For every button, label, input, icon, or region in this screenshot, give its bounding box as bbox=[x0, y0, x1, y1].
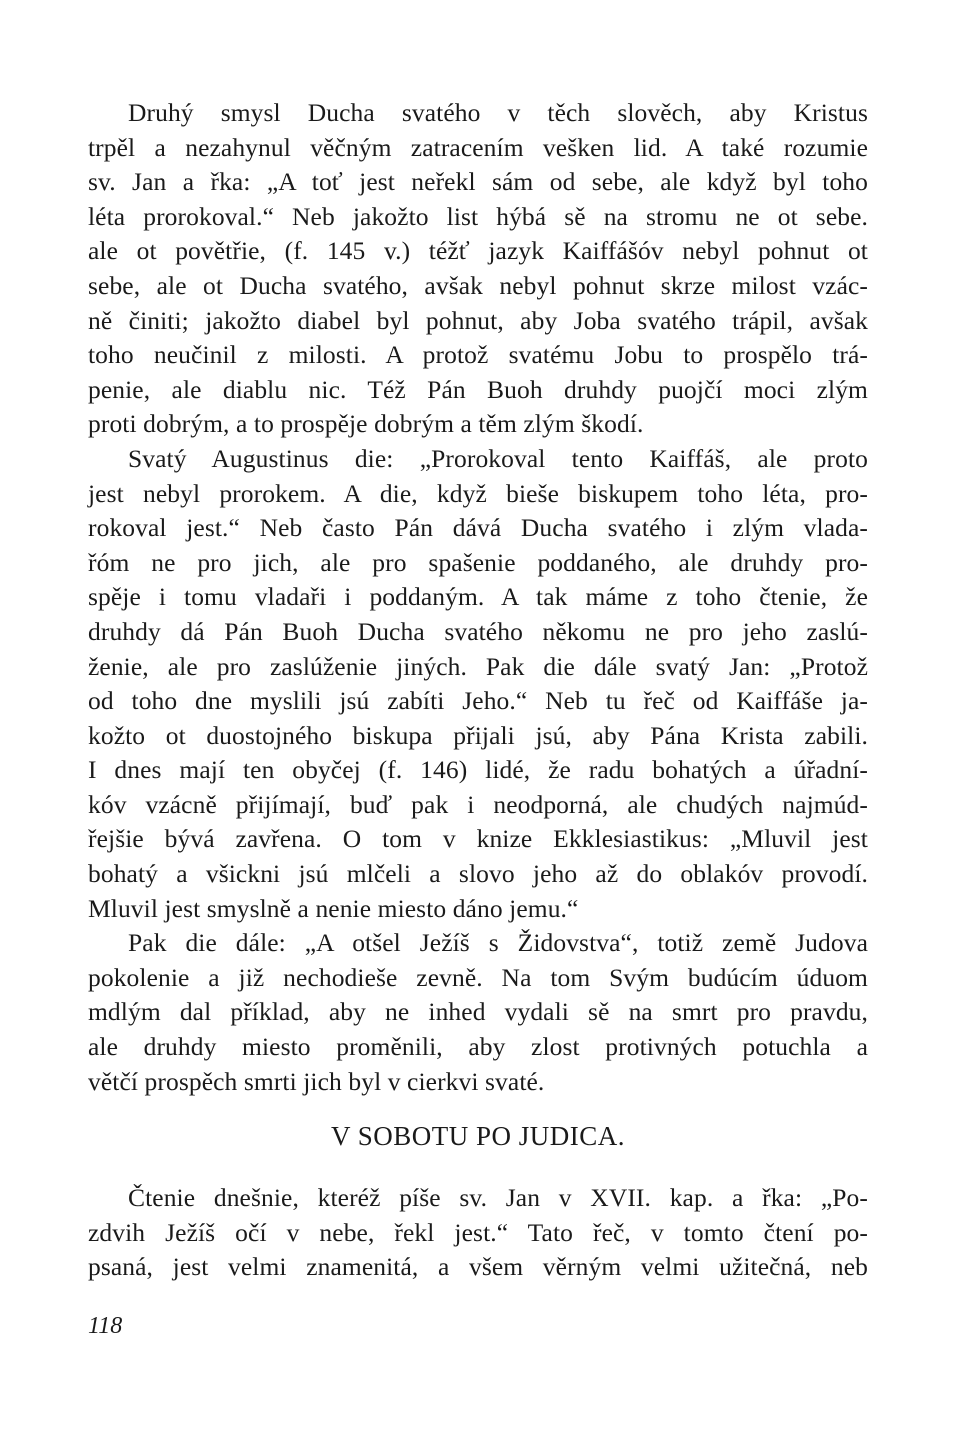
text-line: ale ot povětřie, (f. 145 v.) téžť jazyk Kaiffášóv nebyl pohnut ot bbox=[88, 236, 868, 266]
text-line: řejšie bývá zavřena. O tom v knize Ekklesiastikus: „Mluvil jest bbox=[88, 824, 868, 854]
text-line: ale druhdy miesto proměnili, aby zlost protivných potuchla a bbox=[88, 1032, 868, 1062]
text-line: psaná, jest velmi znamenitá, a všem věrným velmi užitečná, neb bbox=[88, 1252, 868, 1282]
main-text bbox=[88, 96, 868, 1099]
section-heading: V SOBOTU PO JUDICA. bbox=[330, 1121, 626, 1151]
text-line: větčí prospěch smrti jich byl v cierkvi svaté. bbox=[88, 1066, 545, 1096]
text-line: Mluvil jest smyslně a nenie miesto dáno jemu.“ bbox=[88, 893, 579, 923]
text-line: bohatý a všickni jsú mlčeli a slovo jeho až do oblakóv provodí. bbox=[88, 859, 868, 889]
text-line: Druhý smysl Ducha svatého v těch slověch, aby Kristus bbox=[128, 98, 868, 127]
text-line: ženie, ale pro zaslúženie jiných. Pak die dále svatý Jan: „Protož bbox=[88, 651, 868, 681]
text-line: penie, ale diablu nic. Též Pán Buoh druhdy puojčí moci zlým bbox=[88, 374, 868, 404]
section-2-text bbox=[88, 1181, 868, 1285]
text-line: Pak die dále: „A otšel Ježíš s Židovstva“, totiž země Judova bbox=[128, 928, 868, 958]
text-line: řóm ne pro jich, ale pro spašenie poddaného, ale druhdy pro- bbox=[88, 547, 868, 577]
text-line: I dnes mají ten obyčej (f. 146) lidé, že radu bohatých a úřadní- bbox=[88, 755, 868, 785]
text-line: léta prorokoval.“ Neb jakožto list hýbá sě na stromu ne ot sebe. bbox=[88, 201, 868, 231]
text-line: trpěl a nezahynul věčným zatracením vešken lid. A také rozumie bbox=[88, 132, 868, 162]
paragraph-3 bbox=[88, 926, 868, 1099]
paragraph-2 bbox=[88, 442, 868, 926]
text-line: kožto ot duostojného biskupa přijali jsú, aby Pána Krista zabili. bbox=[88, 720, 868, 750]
text-line: proti dobrým, a to prospěje dobrým a těm zlým škodí. bbox=[88, 409, 644, 439]
text-line: sv. Jan a řka: „A toť jest neřekl sám od sebe, ale když byl toho bbox=[88, 167, 868, 197]
text-line: toho neučinil z milosti. A protož svatému Jobu to prospělo trá- bbox=[88, 340, 868, 370]
text-line: sebe, ale ot Ducha svatého, avšak nebyl pohnut skrze milost vzác- bbox=[88, 270, 868, 300]
page-number: 118 bbox=[88, 1313, 123, 1339]
text-line: ně činiti; jakožto diabel byl pohnut, aby Joba svatého trápil, avšak bbox=[88, 305, 868, 335]
text-line: jest nebyl prorokem. A die, když bieše biskupem toho léta, pro- bbox=[88, 478, 868, 508]
text-line: mdlým dal příklad, aby ne inhed vydali sě na smrt pro pravdu, bbox=[88, 997, 868, 1027]
text-line: Čtenie dnešnie, kteréž píše sv. Jan v XVII. kap. a řka: „Po- bbox=[128, 1183, 868, 1212]
text-line: rokoval jest.“ Neb často Pán dává Ducha svatého i zlým vlada- bbox=[88, 513, 868, 543]
paragraph-1 bbox=[88, 96, 868, 442]
text-line: pokolenie a již nechodieše zevně. Na tom Svým budúcím úduom bbox=[88, 962, 868, 992]
text-line: druhdy dá Pán Buoh Ducha svatého někomu ne pro jeho zaslú- bbox=[88, 616, 868, 646]
text-line: spěje i tomu vladaři i poddaným. A tak máme z toho čtenie, že bbox=[88, 582, 868, 612]
text-line: od toho dne myslili jsú zabíti Jeho.“ Neb tu řeč od Kaiffáše ja- bbox=[88, 686, 868, 716]
text-line: Svatý Augustinus die: „Prorokoval tento Kaiffáš, ale proto bbox=[128, 443, 868, 473]
text-line: zdvih Ježíš očí v nebe, řekl jest.“ Tato řeč, v tomto čtení po- bbox=[88, 1217, 868, 1247]
text-line: kóv vzácně přijímají, buď pak i neodporná, ale chudých najmúd- bbox=[88, 789, 868, 819]
